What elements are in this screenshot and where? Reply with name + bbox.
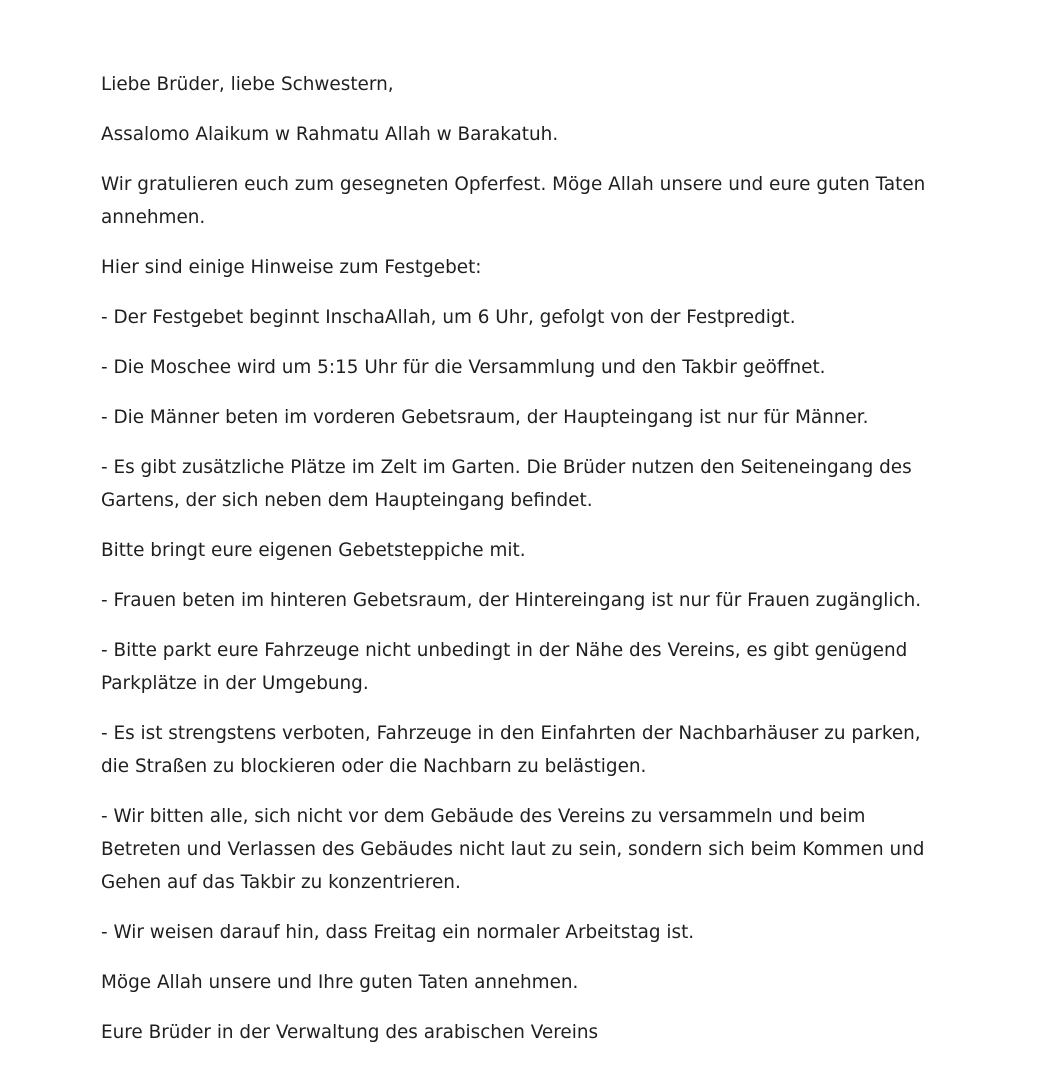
note-prayer-start: - Der Festgebet beginnt InschaAllah, um 6 Uhr, gefolgt von der Festpredigt. — [101, 307, 796, 328]
note-parking: - Bitte parkt eure Fahrzeuge nicht unbedingt in der Nähe des Vereins, es gibt genügend Parkplätze in der Umgebung. — [101, 640, 908, 694]
greeting: Liebe Brüder, liebe Schwestern, — [101, 74, 394, 95]
notes-intro: Hier sind einige Hinweise zum Festgebet: — [101, 257, 482, 278]
signature: Eure Brüder in der Verwaltung des arabischen Vereins — [101, 1022, 599, 1043]
closing-blessing: Möge Allah unsere und Ihre guten Taten annehmen. — [101, 972, 579, 993]
note-parking-prohibited: - Es ist strengstens verboten, Fahrzeuge in den Einfahrten der Nachbarhäuser zu parken, die Straßen zu blockieren oder die Nachbarn zu belästigen. — [101, 723, 921, 777]
note-women-prayer-room: - Frauen beten im hinteren Gebetsraum, der Hintereingang ist nur für Frauen zugänglich. — [101, 590, 922, 611]
salutation: Assalomo Alaikum w Rahmatu Allah w Barakatuh. — [101, 124, 559, 145]
note-no-gathering: - Wir bitten alle, sich nicht vor dem Gebäude des Vereins zu versammeln und beim Betreten und Verlassen des Gebäudes nicht laut zu sein, sondern sich beim Kommen und Gehen auf das Takbir zu konzentrieren. — [101, 806, 925, 893]
note-friday-workday: - Wir weisen darauf hin, dass Freitag ein normaler Arbeitstag ist. — [101, 922, 695, 943]
note-mosque-opening: - Die Moschee wird um 5:15 Uhr für die Versammlung und den Takbir geöffnet. — [101, 357, 826, 378]
congratulation-paragraph: Wir gratulieren euch zum gesegneten Opferfest. Möge Allah unsere und eure guten Taten annehmen. — [101, 174, 926, 228]
note-men-prayer-room: - Die Männer beten im vorderen Gebetsraum, der Haupteingang ist nur für Männer. — [101, 407, 869, 428]
note-prayer-rugs: Bitte bringt eure eigenen Gebetsteppiche mit. — [101, 540, 526, 561]
note-garden-tent: - Es gibt zusätzliche Plätze im Zelt im Garten. Die Brüder nutzen den Seiteneingang des Gartens, der sich neben dem Haupteingang befindet. — [101, 457, 912, 511]
document-body — [101, 68, 941, 1066]
